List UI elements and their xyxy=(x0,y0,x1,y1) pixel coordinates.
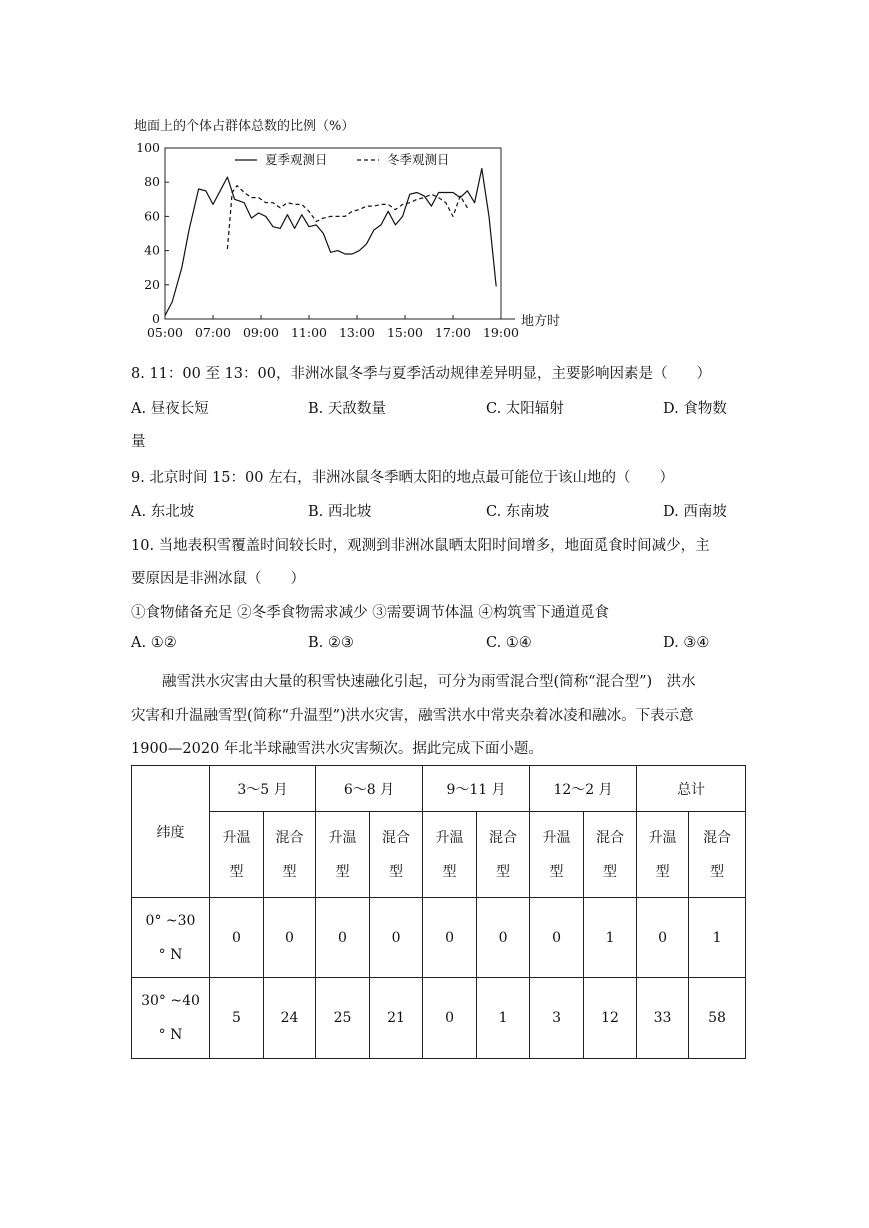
chart-series xyxy=(165,169,496,316)
subheader-text: 升温 xyxy=(328,829,357,846)
table-cell: 24 xyxy=(264,978,316,1059)
q8-option-d[interactable]: D. 食物数 xyxy=(663,401,727,417)
passage-line-2: 灾害和升温融雪型(简称“升温型”)洪水灾害，融雪洪水中常夹杂着冰凌和融冰。下表示意 xyxy=(131,708,694,724)
passage-line-3: 1900—2020 年北半球融雪洪水灾害频次。据此完成下面小题。 xyxy=(131,741,543,757)
subheader-text: 型 xyxy=(389,863,404,880)
table-row xyxy=(132,978,746,1059)
x-tick-label: 17:00 xyxy=(434,325,472,340)
table-cell: 0 xyxy=(637,898,689,978)
table-cell: 5 xyxy=(210,978,264,1059)
table-cell: 1 xyxy=(689,898,746,978)
table-cell: 0 xyxy=(264,898,316,978)
q10-choices: ①食物储备充足 ②冬季食物需求减少 ③需要调节体温 ④构筑雪下通道觅食 xyxy=(131,605,609,621)
q10-stem-line1: 10. 当地表积雪覆盖时间较长时，观测到非洲冰鼠晒太阳时间增多，地面觅食时间减少，主 xyxy=(131,538,710,554)
period-header: 3～5 月 xyxy=(210,766,316,812)
subheader-text: 型 xyxy=(710,863,725,880)
subheader-warming xyxy=(423,812,477,898)
subheader-text: 升温 xyxy=(542,829,571,846)
x-tick-label: 19:00 xyxy=(482,325,520,340)
q9-option-a[interactable]: A. 东北坡 xyxy=(131,504,195,520)
x-tick-label: 07:00 xyxy=(194,325,232,340)
q9-option-c[interactable]: C. 东南坡 xyxy=(486,504,550,520)
table-cell: 3 xyxy=(530,978,584,1059)
q8-option-c[interactable]: C. 太阳辐射 xyxy=(486,401,564,417)
passage-line-1: 融雪洪水灾害由大量的积雪快速融化引起，可分为雨雪混合型(简称“混合型”) 洪水 xyxy=(162,674,696,690)
table-cell: 0 xyxy=(530,898,584,978)
activity-line-chart xyxy=(128,112,568,342)
table-cell: 1 xyxy=(477,978,530,1059)
y-tick-label: 80 xyxy=(144,174,160,190)
chart-legend xyxy=(235,152,450,167)
subheader-warming xyxy=(316,812,370,898)
subheader-text: 混合 xyxy=(275,829,304,846)
table-subheader-row xyxy=(132,812,746,898)
chart-axes xyxy=(136,140,519,340)
y-tick-label: 60 xyxy=(144,208,160,224)
x-tick-label: 05:00 xyxy=(146,325,184,340)
series-line-summer xyxy=(165,169,496,316)
table-cell: 12 xyxy=(584,978,637,1059)
table-corner-label: 纬度 xyxy=(132,766,210,898)
q9-stem: 9. 北京时间 15：00 左右，非洲冰鼠冬季晒太阳的地点最可能位于该山地的（ ） xyxy=(131,470,675,486)
latitude-cell xyxy=(132,978,210,1059)
subheader-text: 型 xyxy=(335,863,350,880)
table-cell: 0 xyxy=(423,978,477,1059)
q10-option-b[interactable]: B. ②③ xyxy=(308,635,354,651)
x-tick-label: 15:00 xyxy=(386,325,424,340)
table-cell: 21 xyxy=(370,978,423,1059)
q9-option-b[interactable]: B. 西北坡 xyxy=(308,504,372,520)
subheader-warming xyxy=(530,812,584,898)
subheader-text: 升温 xyxy=(435,829,464,846)
subheader-text: 升温 xyxy=(648,829,677,846)
table-cell: 0 xyxy=(370,898,423,978)
series-line-winter xyxy=(227,186,467,249)
table-cell: 58 xyxy=(689,978,746,1059)
latitude-text: 0° ~30 xyxy=(145,912,196,929)
y-tick-label: 0 xyxy=(152,311,160,326)
latitude-text: ° N xyxy=(158,946,183,963)
legend-label: 冬季观测日 xyxy=(387,152,450,167)
q10-option-c[interactable]: C. ①④ xyxy=(486,635,532,651)
subheader-text: 型 xyxy=(229,863,244,880)
latitude-cell xyxy=(132,898,210,978)
subheader-text: 型 xyxy=(442,863,457,880)
flood-frequency-table xyxy=(131,765,746,1059)
q8-option-a[interactable]: A. 昼夜长短 xyxy=(131,401,209,417)
subheader-text: 混合 xyxy=(703,829,732,846)
x-axis-label: 地方时 xyxy=(521,314,561,329)
x-tick-label: 09:00 xyxy=(242,325,280,340)
chart-title: 地面上的个体占群体总数的比例（%） xyxy=(134,119,355,134)
q8-option-d-wrap: 量 xyxy=(131,434,146,450)
subheader-text: 型 xyxy=(549,863,564,880)
q10-stem-line2: 要原因是非洲冰鼠（ ） xyxy=(131,571,305,587)
subheader-warming xyxy=(210,812,264,898)
table-cell: 25 xyxy=(316,978,370,1059)
subheader-mixed xyxy=(370,812,423,898)
subheader-text: 型 xyxy=(603,863,618,880)
table-cell: 33 xyxy=(637,978,689,1059)
period-header: 12～2 月 xyxy=(530,766,637,812)
y-tick-label: 40 xyxy=(144,242,160,258)
legend-label: 夏季观测日 xyxy=(265,152,328,167)
table-cell: 0 xyxy=(477,898,530,978)
x-tick-label: 11:00 xyxy=(290,325,328,340)
subheader-mixed xyxy=(264,812,316,898)
q8-option-b[interactable]: B. 天敌数量 xyxy=(308,401,386,417)
y-tick-label: 20 xyxy=(144,276,160,292)
period-header: 总计 xyxy=(637,766,746,812)
x-tick-label: 13:00 xyxy=(338,325,376,340)
subheader-warming xyxy=(637,812,689,898)
table-cell: 0 xyxy=(423,898,477,978)
subheader-mixed xyxy=(584,812,637,898)
subheader-text: 混合 xyxy=(596,829,625,846)
q10-option-d[interactable]: D. ③④ xyxy=(663,635,710,651)
q9-option-d[interactable]: D. 西南坡 xyxy=(663,504,727,520)
period-header: 6～8 月 xyxy=(316,766,423,812)
subheader-text: 型 xyxy=(496,863,511,880)
subheader-text: 混合 xyxy=(489,829,518,846)
q10-option-a[interactable]: A. ①② xyxy=(131,635,177,651)
subheader-text: 升温 xyxy=(222,829,251,846)
subheader-mixed xyxy=(477,812,530,898)
table-cell: 1 xyxy=(584,898,637,978)
subheader-text: 混合 xyxy=(382,829,411,846)
period-header: 9～11 月 xyxy=(423,766,530,812)
table-cell: 0 xyxy=(210,898,264,978)
y-tick-label: 100 xyxy=(136,140,160,155)
table-header-row xyxy=(132,766,746,812)
latitude-text: 30° ~40 xyxy=(141,993,200,1009)
table-row xyxy=(132,898,746,978)
latitude-text: ° N xyxy=(158,1027,183,1043)
subheader-text: 型 xyxy=(282,863,297,880)
q8-stem: 8. 11：00 至 13：00，非洲冰鼠冬季与夏季活动规律差异明显，主要影响因素是（ ） xyxy=(131,366,711,382)
plot-frame xyxy=(165,148,501,319)
subheader-mixed xyxy=(689,812,746,898)
table-cell: 0 xyxy=(316,898,370,978)
subheader-text: 型 xyxy=(655,863,670,880)
